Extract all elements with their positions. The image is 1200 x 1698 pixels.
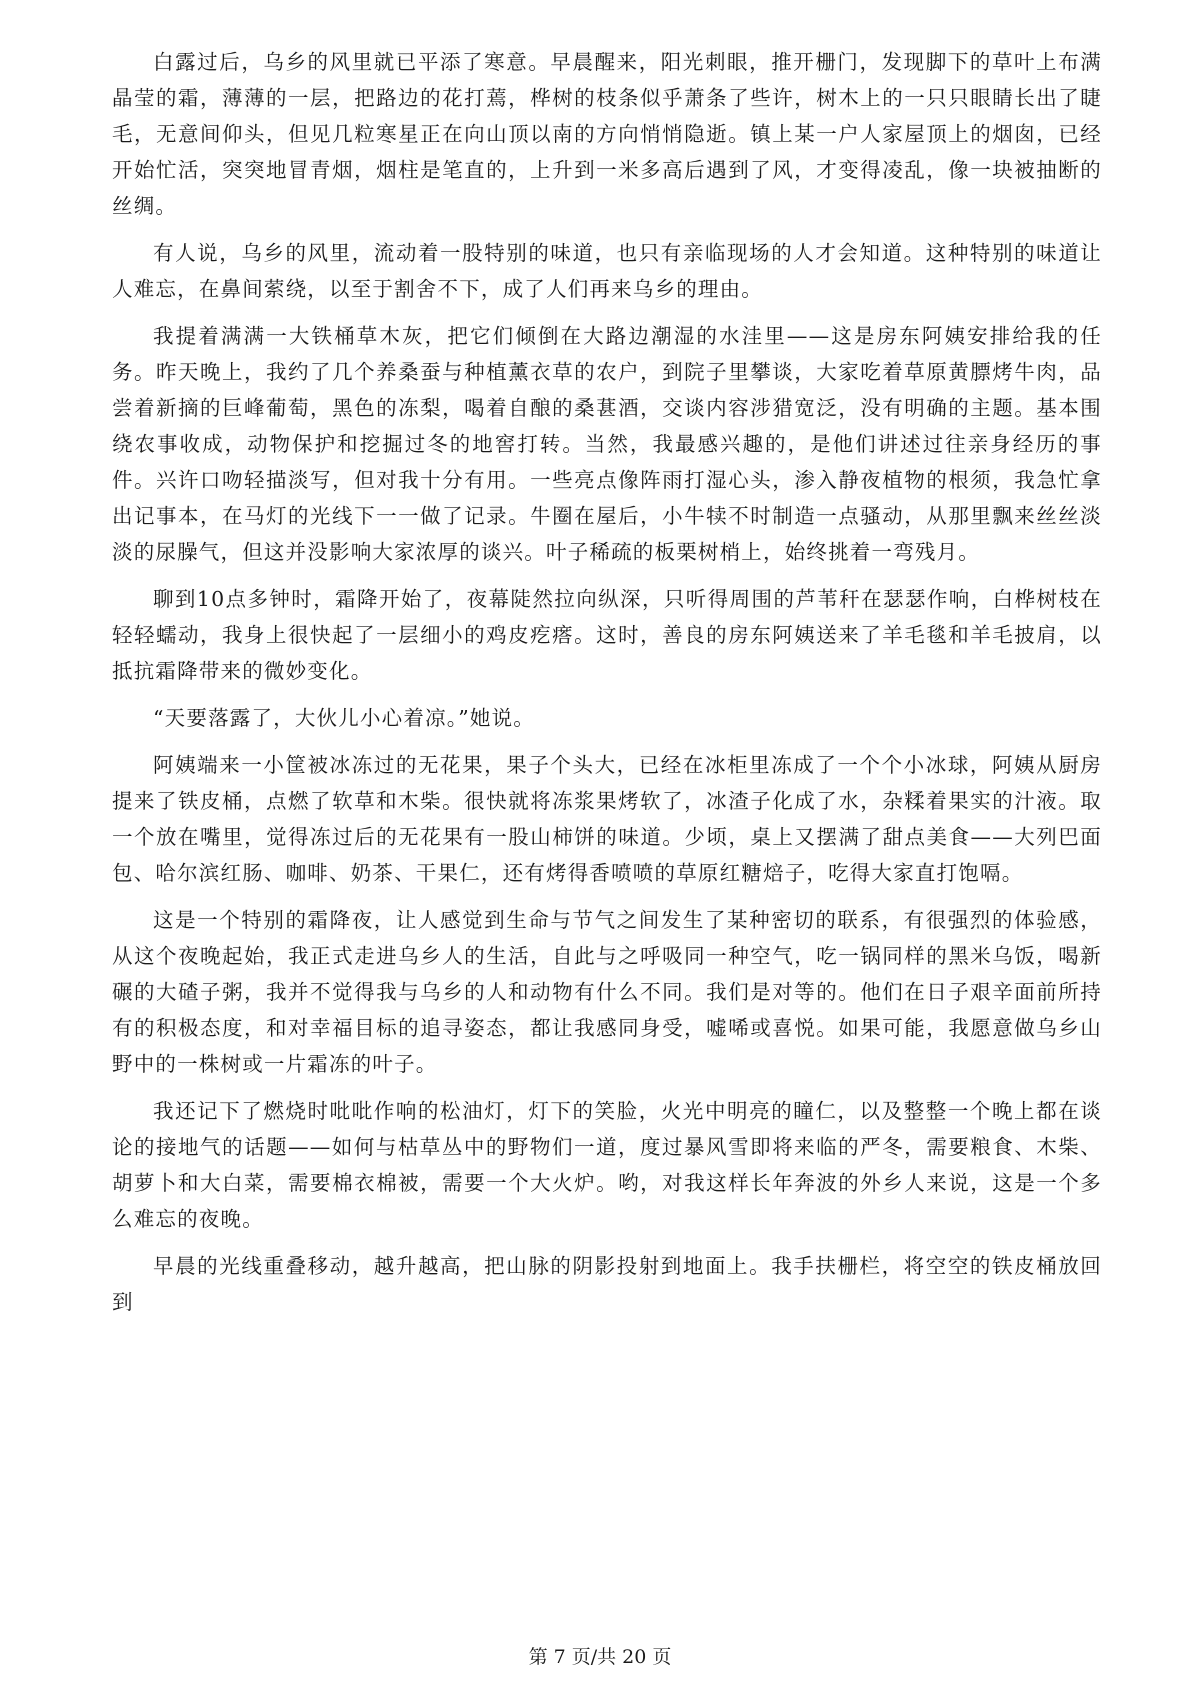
paragraph-9: 早晨的光线重叠移动，越升越高，把山脉的阴影投射到地面上。我手扶栅栏，将空空的铁皮桶放回到 — [112, 1254, 1102, 1314]
paragraph-1: 白露过后，乌乡的风里就已平添了寒意。早晨醒来，阳光刺眼，推开栅门，发现脚下的草叶上布满晶莹的霜，薄薄的一层，把路边的花打蔫，桦树的枝条似乎萧条了些许，树木上的一只只眼睛长出了睫毛，无意间仰头，但见几粒寒星正在向山顶以南的方向悄悄隐逝。镇上某一户人家屋顶上的烟囱，已经开始忙活，突突地冒青烟，烟柱是笔直的，上升到一米多高后遇到了风，才变得凌乱，像一块被抽断的丝绸。 — [112, 50, 1102, 218]
paragraph-5: “天要落露了，大伙儿小心着凉。”她说。 — [153, 706, 536, 730]
paragraph-4: 聊到10点多钟时，霜降开始了，夜幕陡然拉向纵深，只听得周围的芦苇秆在瑟瑟作响，白桦树枝在轻轻蠕动，我身上很快起了一层细小的鸡皮疙瘩。这时，善良的房东阿姨送来了羊毛毯和羊毛披肩，以抵抗霜降带来的微妙变化。 — [112, 587, 1102, 683]
article-body — [112, 44, 1102, 1331]
page-number: 第 7 页/共 20 页 — [528, 1646, 672, 1668]
paragraph-3: 我提着满满一大铁桶草木灰，把它们倾倒在大路边潮湿的水洼里——这是房东阿姨安排给我的任务。昨天晚上，我约了几个养桑蚕与种植薰衣草的农户，到院子里攀谈，大家吃着草原黄膘烤牛肉，品尝着新摘的巨峰葡萄，黑色的冻梨，喝着自酿的桑葚酒，交谈内容涉猎宽泛，没有明确的主题。基本围绕农事收成，动物保护和挖掘过冬的地窖打转。当然，我最感兴趣的，是他们讲述过往亲身经历的事件。兴许口吻轻描淡写，但对我十分有用。一些亮点像阵雨打湿心头，渗入静夜植物的根须，我急忙拿出记事本，在马灯的光线下一一做了记录。牛圈在屋后，小牛犊不时制造一点骚动，从那里飘来丝丝淡淡的尿臊气，但这并没影响大家浓厚的谈兴。叶子稀疏的板栗树梢上，始终挑着一弯残月。 — [112, 324, 1102, 564]
paragraph-2: 有人说，乌乡的风里，流动着一股特别的味道，也只有亲临现场的人才会知道。这种特别的味道让人难忘，在鼻间萦绕，以至于割舍不下，成了人们再来乌乡的理由。 — [112, 241, 1102, 301]
paragraph-7: 这是一个特别的霜降夜，让人感觉到生命与节气之间发生了某种密切的联系，有很强烈的体验感，从这个夜晚起始，我正式走进乌乡人的生活，自此与之呼吸同一种空气，吃一锅同样的黑米乌饭，喝新碾的大碴子粥，我并不觉得我与乌乡的人和动物有什么不同。我们是对等的。他们在日子艰辛面前所持有的积极态度，和对幸福目标的追寻姿态，都让我感同身受，嘘唏或喜悦。如果可能，我愿意做乌乡山野中的一株树或一片霜冻的叶子。 — [112, 908, 1102, 1076]
paragraph-6: 阿姨端来一小筐被冰冻过的无花果，果子个头大，已经在冰柜里冻成了一个个小冰球，阿姨从厨房提来了铁皮桶，点燃了软草和木柴。很快就将冻浆果烤软了，冰渣子化成了水，杂糅着果实的汁液。取一个放在嘴里，觉得冻过后的无花果有一股山柿饼的味道。少顷，桌上又摆满了甜点美食——大列巴面包、哈尔滨红肠、咖啡、奶茶、干果仁，还有烤得香喷喷的草原红糖焙子，吃得大家直打饱嗝。 — [112, 753, 1102, 885]
paragraph-8: 我还记下了燃烧时吡吡作响的松油灯，灯下的笑脸，火光中明亮的瞳仁，以及整整一个晚上都在谈论的接地气的话题——如何与枯草丛中的野物们一道，度过暴风雪即将来临的严冬，需要粮食、木柴、胡萝卜和大白菜，需要棉衣棉被，需要一个大火炉。哟，对我这样长年奔波的外乡人来说，这是一个多么难忘的夜晚。 — [112, 1099, 1102, 1231]
